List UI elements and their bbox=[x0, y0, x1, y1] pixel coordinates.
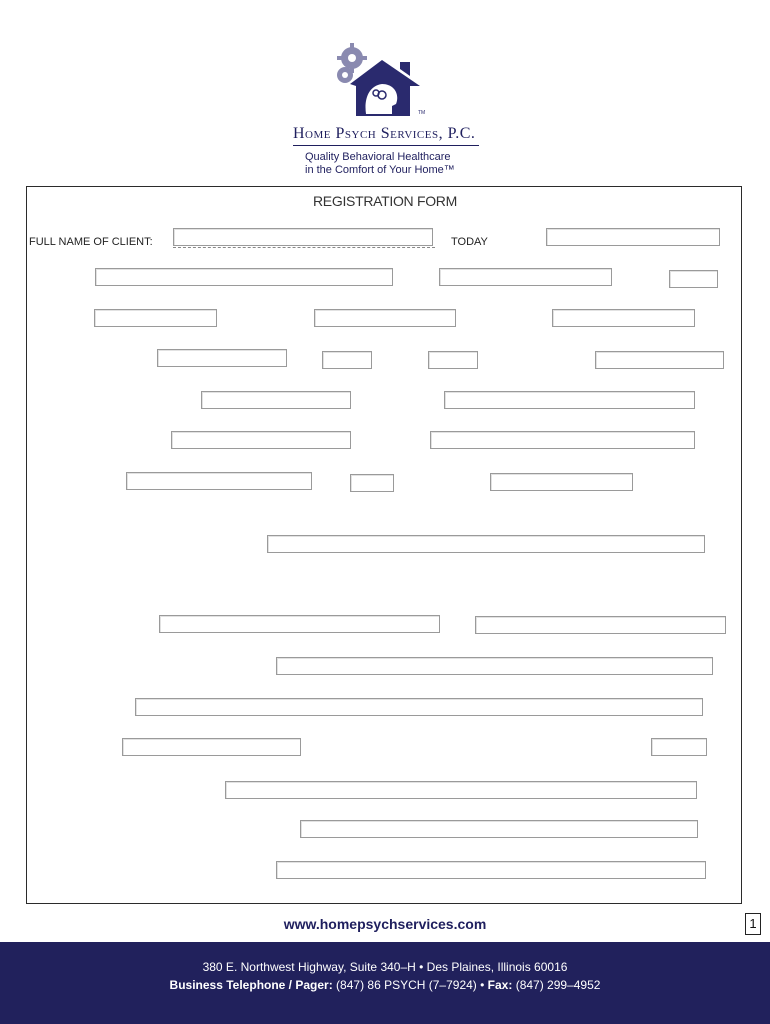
form-field-11-1[interactable] bbox=[135, 698, 703, 716]
form-field-5-1[interactable] bbox=[201, 391, 351, 409]
form-field-7-3[interactable] bbox=[490, 473, 633, 491]
form-field-9-2[interactable] bbox=[475, 616, 726, 634]
form-field-6-2[interactable] bbox=[430, 431, 695, 449]
footer-contact bbox=[0, 978, 770, 992]
today-label: TODAY bbox=[451, 236, 488, 248]
form-field-3-2[interactable] bbox=[314, 309, 456, 327]
form-title: REGISTRATION FORM bbox=[313, 193, 457, 209]
fax-value: (847) 299–4952 bbox=[515, 978, 601, 992]
full-name-underline bbox=[173, 247, 435, 248]
company-tagline bbox=[305, 151, 495, 177]
form-field-4-1[interactable] bbox=[157, 349, 287, 367]
form-field-12-1[interactable] bbox=[122, 738, 301, 756]
phone-label: Business Telephone / Pager: bbox=[169, 978, 333, 992]
form-field-3-3[interactable] bbox=[552, 309, 695, 327]
phone-value: (847) 86 PSYCH (7–7924) • bbox=[336, 978, 485, 992]
form-field-4-2[interactable] bbox=[322, 351, 372, 369]
form-field-4-4[interactable] bbox=[595, 351, 724, 369]
svg-text:TM: TM bbox=[418, 110, 426, 116]
tagline-line-1: Quality Behavioral Healthcare bbox=[305, 151, 451, 163]
form-field-10-1[interactable] bbox=[276, 657, 713, 675]
form-field-2-1[interactable] bbox=[95, 268, 393, 286]
website-link[interactable]: www.homepsychservices.com bbox=[283, 916, 487, 932]
footer-address: 380 E. Northwest Highway, Suite 340–H • Des Plaines, Illinois 60016 bbox=[202, 960, 568, 974]
page-number: 1 bbox=[745, 913, 761, 935]
full-name-field[interactable] bbox=[173, 228, 433, 246]
form-field-12-2[interactable] bbox=[651, 738, 707, 756]
form-field-2-3[interactable] bbox=[669, 270, 718, 288]
form-field-7-1[interactable] bbox=[126, 472, 312, 490]
form-field-6-1[interactable] bbox=[171, 431, 351, 449]
form-field-4-3[interactable] bbox=[428, 351, 478, 369]
form-field-13-1[interactable] bbox=[225, 781, 697, 799]
house-gear-head-logo-icon bbox=[330, 40, 430, 120]
form-field-9-1[interactable] bbox=[159, 615, 440, 633]
form-field-5-2[interactable] bbox=[444, 391, 695, 409]
form-field-14-1[interactable] bbox=[300, 820, 698, 838]
tagline-line-2: in the Comfort of Your Home™ bbox=[305, 164, 455, 176]
form-field-15-1[interactable] bbox=[276, 861, 706, 879]
form-field-2-2[interactable] bbox=[439, 268, 612, 286]
fax-label: Fax: bbox=[487, 978, 513, 992]
form-field-7-2[interactable] bbox=[350, 474, 394, 492]
form-field-3-1[interactable] bbox=[94, 309, 217, 327]
company-name: Home Psych Services, P.C. bbox=[293, 125, 476, 142]
form-field-8-1[interactable] bbox=[267, 535, 705, 553]
footer-band bbox=[0, 942, 770, 1024]
full-name-label: FULL NAME OF CLIENT: bbox=[29, 236, 153, 248]
company-divider bbox=[293, 145, 479, 146]
today-date-field[interactable] bbox=[546, 228, 720, 246]
